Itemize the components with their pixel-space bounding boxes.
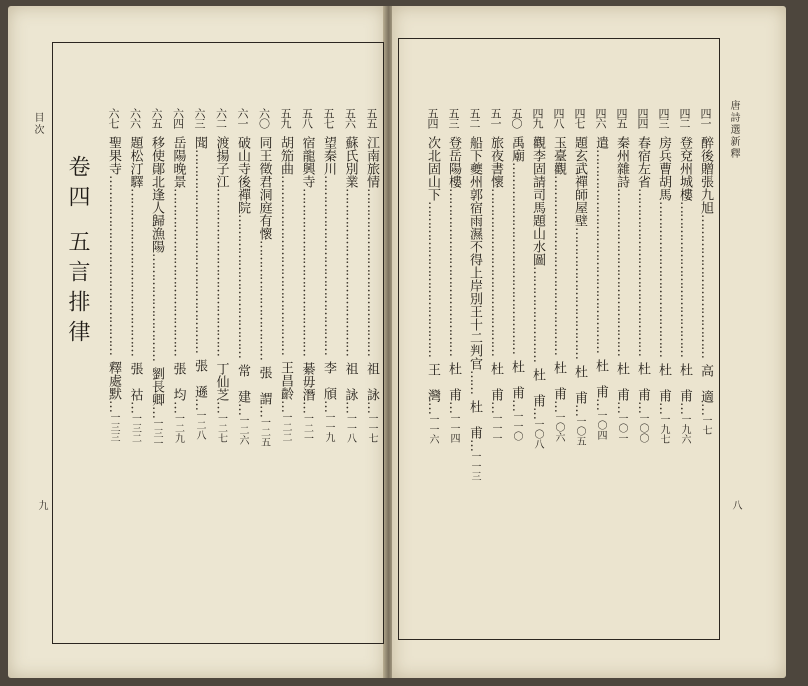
leader-dots: …………………………… <box>572 227 587 359</box>
entry-author: 杜 甫 <box>677 363 692 402</box>
toc-entry <box>425 108 439 578</box>
leader-dots: … <box>677 402 692 414</box>
entry-title: 船下夔州郭宿雨濕不得上岸別王十二判官 <box>467 136 482 370</box>
entry-number: 五五 <box>365 108 378 128</box>
entry-number: 四四 <box>636 108 649 128</box>
leader-dots: … <box>509 399 524 411</box>
entry-number: 五三 <box>447 108 460 128</box>
leader-dots: …………………………………… <box>364 188 379 356</box>
leader-dots: … <box>149 406 164 418</box>
leader-dots: ………………………………… <box>677 201 692 357</box>
entry-page-number: 一三一 <box>151 418 162 448</box>
leader-dots: … <box>342 401 358 413</box>
entry-title: 禹廟 <box>509 136 524 162</box>
entry-title: 房兵曹胡馬 <box>656 136 671 201</box>
entry-author: 王 灣 <box>425 363 440 402</box>
leader-dots: ……………………………… <box>698 214 713 358</box>
leader-dots: …………………………………… <box>446 188 461 356</box>
entry-title: 江南旅情 <box>364 136 379 188</box>
entry-page-number: 一一一 <box>490 413 501 443</box>
entry-title: 移使鄖北逢人歸漁陽 <box>149 136 164 253</box>
toc-entry <box>278 108 292 578</box>
entry-author: 杜 甫 <box>551 361 566 400</box>
entry-author: 杜 甫 <box>467 400 482 439</box>
leader-dots: ………………………………………… <box>509 162 524 354</box>
entry-author: 劉長卿 <box>149 367 164 406</box>
leader-dots: … <box>551 400 566 412</box>
leader-dots: ……………………………………… <box>551 175 566 355</box>
entry-page-number: 一一八 <box>344 413 356 443</box>
entry-number: 五四 <box>426 108 439 128</box>
entry-number: 五二 <box>468 108 481 128</box>
entry-page-number: 一〇一 <box>616 413 627 443</box>
entry-author: 杜 甫 <box>488 362 503 401</box>
leader-dots: …………………………………………… <box>593 149 608 353</box>
toc-entry <box>192 108 206 578</box>
entry-number: 四三 <box>657 108 670 128</box>
entry-title: 胡笳曲 <box>278 136 293 175</box>
leader-dots: … <box>235 403 250 415</box>
toc-entry <box>551 108 565 578</box>
leader-dots: …………………… <box>530 266 545 362</box>
entry-page-number: 一九六 <box>679 414 690 444</box>
leader-dots: …………………………………… <box>170 188 186 356</box>
entry-page-number: 一二六 <box>237 415 248 445</box>
left-margin-label: 目次 <box>32 112 43 136</box>
leader-dots: ……………………………………… <box>278 175 293 355</box>
entry-author: 杜 甫 <box>614 362 629 401</box>
entry-page-number: 一一七 <box>366 413 377 443</box>
entry-number: 六二 <box>214 108 228 128</box>
entry-title: 遣 <box>593 136 608 149</box>
entry-title: 次北固山下 <box>425 136 440 201</box>
leader-dots: ………………………………… <box>656 201 671 357</box>
toc-entry <box>677 108 691 578</box>
entry-title: 蘇氏別業 <box>342 136 358 188</box>
entry-author: 杜 甫 <box>593 359 608 398</box>
entry-author: 高 適 <box>698 364 713 403</box>
leader-dots: … <box>698 403 713 415</box>
entry-number: 四五 <box>615 108 628 128</box>
entry-author: 杜 甫 <box>656 363 671 402</box>
leader-dots: … <box>425 402 440 414</box>
entry-page-number: 一二一 <box>301 413 313 443</box>
entry-title: 秦州雜詩 <box>614 136 629 188</box>
entry-number: 四八 <box>552 108 565 128</box>
entry-page-number: 一一三 <box>469 451 480 481</box>
leader-dots: … <box>446 401 461 413</box>
entry-number: 五〇 <box>510 108 523 128</box>
toc-entry <box>656 108 670 578</box>
leader-dots: …………………………………… <box>342 188 358 356</box>
left-page-number: 九 <box>36 500 47 512</box>
right-page-number: 八 <box>730 500 741 512</box>
entry-page-number: 一九七 <box>658 414 669 444</box>
toc-entry <box>257 108 271 578</box>
leader-dots: … <box>299 401 315 413</box>
leader-dots: … <box>530 407 545 419</box>
entry-page-number: 一二八 <box>194 410 205 440</box>
toc-entry <box>171 108 185 578</box>
entry-page-number: 一二二 <box>280 412 291 442</box>
leader-dots: … <box>321 400 336 412</box>
leader-dots: … <box>593 398 608 410</box>
entry-number: 六七 <box>107 108 120 128</box>
leader-dots: … <box>488 401 503 413</box>
entry-number: 四一 <box>699 108 712 128</box>
entry-title: 醉後贈張九旭 <box>698 136 713 214</box>
volume-heading: 卷四 五言排律 <box>65 155 90 350</box>
toc-entry <box>593 108 607 578</box>
entry-author: 祖 詠 <box>342 362 358 401</box>
leader-dots: ……………………………………… <box>321 175 336 355</box>
leader-dots: … <box>467 439 482 451</box>
entry-title: 春宿左省 <box>635 136 650 188</box>
leader-dots: … <box>256 405 272 417</box>
toc-entry <box>488 108 502 578</box>
leader-dots: ………………………………… <box>425 201 440 357</box>
leader-dots: ……………………………… <box>235 214 250 358</box>
entry-page-number: 一三三 <box>108 412 119 442</box>
entry-author: 丁仙芝 <box>213 362 229 401</box>
toc-entry <box>235 108 249 578</box>
entry-author: 張 祜 <box>127 362 143 401</box>
leader-dots: ……………………… <box>149 253 164 361</box>
entry-author: 杜 甫 <box>446 362 461 401</box>
entry-page-number: 一二五 <box>258 417 270 447</box>
entry-title: 岳陽晚景 <box>170 136 186 188</box>
entry-title: 宿龍興寺 <box>299 136 315 188</box>
entry-title: 觀李固請司馬題山水圖 <box>530 136 545 266</box>
entry-title: 聖果寺 <box>106 136 121 175</box>
leader-dots: …………………………………… <box>127 188 143 356</box>
toc-entry <box>321 108 335 578</box>
entry-number: 六四 <box>171 108 185 128</box>
leader-dots: …… <box>467 370 482 394</box>
leader-dots: … <box>192 398 207 410</box>
entry-page-number: 一〇八 <box>532 419 543 449</box>
entry-author: 杜 甫 <box>572 365 587 404</box>
toc-entry <box>149 108 163 578</box>
entry-number: 四九 <box>531 108 544 128</box>
toc-entry <box>300 108 314 578</box>
entry-number: 六三 <box>193 108 206 128</box>
toc-entry <box>509 108 523 578</box>
entry-title: 聞 <box>192 136 207 149</box>
entry-author: 張 謂 <box>256 366 272 405</box>
leader-dots: …………………………………………… <box>192 149 207 353</box>
toc-entry <box>698 108 712 578</box>
entry-number: 五七 <box>322 108 335 128</box>
toc-entry <box>635 108 649 578</box>
entry-author: 綦毋潛 <box>299 362 315 401</box>
entry-title: 登岳陽樓 <box>446 136 461 188</box>
entry-number: 五六 <box>343 108 357 128</box>
entry-page-number: 一〇四 <box>595 410 606 440</box>
leader-dots: …………………………………… <box>213 188 229 356</box>
entry-page-number: 一二九 <box>172 413 184 443</box>
entry-page-number: 一三二 <box>129 413 141 443</box>
entry-number: 六〇 <box>257 108 271 128</box>
entry-author: 杜 甫 <box>635 362 650 401</box>
toc-entry <box>530 108 544 578</box>
leader-dots: ………………………… <box>256 240 272 360</box>
entry-author: 張 遜 <box>192 359 207 398</box>
entry-number: 五八 <box>300 108 314 128</box>
entry-page-number: 一〇〇 <box>637 413 648 443</box>
entry-page-number: 一〇六 <box>553 412 564 442</box>
leader-dots: …………………………………… <box>614 188 629 356</box>
leader-dots: …………………………………… <box>488 188 503 356</box>
leader-dots: … <box>614 401 629 413</box>
leader-dots: … <box>106 400 121 412</box>
toc-entry <box>106 108 120 578</box>
leader-dots: … <box>364 401 379 413</box>
entry-title: 破山寺後禪院 <box>235 136 250 214</box>
leader-dots: … <box>278 400 293 412</box>
entry-number: 五九 <box>279 108 292 128</box>
toc-entry <box>214 108 228 578</box>
leader-dots: … <box>127 401 143 413</box>
entry-author: 張 均 <box>170 362 186 401</box>
entry-page-number: 一一九 <box>323 412 334 442</box>
leader-dots: … <box>656 402 671 414</box>
toc-entry <box>364 108 378 578</box>
toc-entry <box>446 108 460 578</box>
entry-number: 六一 <box>236 108 249 128</box>
entry-title: 題松汀驛 <box>127 136 143 188</box>
entry-page-number: 一二七 <box>215 413 227 443</box>
entry-title: 玉臺觀 <box>551 136 566 175</box>
entry-title: 登兗州城樓 <box>677 136 692 201</box>
entry-title: 同王徵君洞庭有懷 <box>256 136 272 240</box>
entry-author: 杜 甫 <box>509 360 524 399</box>
leader-dots: … <box>213 401 229 413</box>
toc-entry <box>614 108 628 578</box>
entry-page-number: 一一六 <box>427 414 438 444</box>
toc-entry <box>572 108 586 578</box>
entry-author: 祖 詠 <box>364 362 379 401</box>
entry-number: 四六 <box>594 108 607 128</box>
entry-number: 五一 <box>489 108 502 128</box>
toc-entry <box>128 108 142 578</box>
entry-title: 旅夜書懷 <box>488 136 503 188</box>
leader-dots: … <box>572 404 587 416</box>
book-title: 唐詩選新釋 <box>728 100 739 160</box>
entry-title: 渡揚子江 <box>213 136 229 188</box>
leader-dots: … <box>170 401 186 413</box>
entry-title: 題玄武禪師屋壁 <box>572 136 587 227</box>
entry-page-number: 一一〇 <box>511 411 522 441</box>
entry-author: 王昌齡 <box>278 361 293 400</box>
toc-entry <box>467 108 481 578</box>
entry-number: 六六 <box>128 108 142 128</box>
entry-author: 釋處默 <box>106 361 121 400</box>
entry-author: 杜 甫 <box>530 368 545 407</box>
entry-author: 李 頎 <box>321 361 336 400</box>
entry-number: 六五 <box>150 108 163 128</box>
entry-author: 常 建 <box>235 364 250 403</box>
leader-dots: …………………………………… <box>299 188 315 356</box>
leader-dots: ……………………………………… <box>106 175 121 355</box>
entry-number: 四七 <box>573 108 586 128</box>
entry-page-number: 一〇五 <box>574 416 585 446</box>
leader-dots: … <box>635 401 650 413</box>
entry-title: 望秦川 <box>321 136 336 175</box>
entry-page-number: 一一四 <box>448 413 459 443</box>
entry-page-number: 一七 <box>700 415 711 435</box>
leader-dots: …………………………………… <box>635 188 650 356</box>
toc-entry <box>343 108 357 578</box>
entry-number: 四二 <box>678 108 691 128</box>
